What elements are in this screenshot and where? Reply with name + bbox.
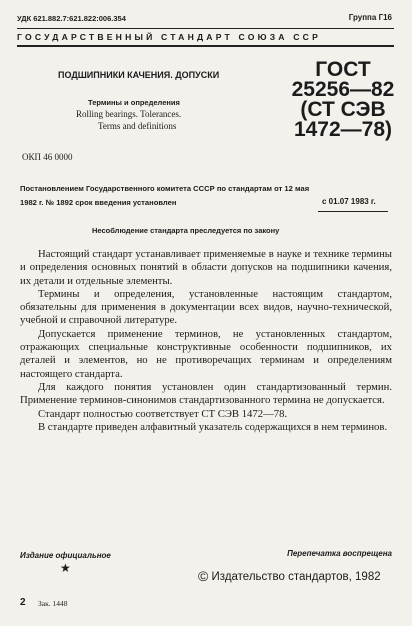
header-rule-bottom bbox=[17, 45, 394, 47]
paragraph: В стандарте приведен алфавитный указатель содержащихся в нем терминов. bbox=[38, 420, 388, 433]
header-rule-top bbox=[17, 28, 394, 29]
paragraph: Стандарт полностью соответствует СТ СЭВ 1472—78. bbox=[38, 407, 288, 420]
standard-subtitle: Термины и определения bbox=[88, 98, 180, 107]
gost-number-block bbox=[288, 60, 398, 140]
star-icon: ★ bbox=[60, 561, 71, 575]
gost-label: ГОСТ bbox=[315, 58, 371, 81]
gost-number: 25256—82 bbox=[291, 78, 395, 101]
english-title-line2: Terms and definitions bbox=[98, 121, 177, 131]
resolution-line2: 1982 г. № 1892 срок введения установлен bbox=[20, 198, 177, 207]
paragraph: Термины и определения, установленные настоящим стандартом, обязательны для применения в документации всех видов, научно-технической, учебной и справочной литературе. bbox=[20, 287, 392, 327]
group-code: Группа Г16 bbox=[348, 13, 392, 22]
standard-title: ПОДШИПНИКИ КАЧЕНИЯ. ДОПУСКИ bbox=[58, 70, 220, 80]
english-title-line1: Rolling bearings. Tolerances. bbox=[76, 109, 182, 119]
paragraph: Для каждого понятия установлен один стандартизованный термин. Применение терминов-синонимов стандартизованного термина не допускается. bbox=[20, 380, 392, 407]
page-number: 2 bbox=[20, 597, 26, 608]
publisher-line bbox=[198, 568, 381, 584]
print-order: Зак. 1448 bbox=[38, 599, 68, 608]
st-sev-number: 1472—78) bbox=[293, 118, 393, 141]
copyright-icon: © bbox=[198, 568, 209, 584]
resolution-line1: Постановлением Государственного комитета СССР по стандартам от 12 мая bbox=[20, 184, 310, 193]
effective-date-underline bbox=[318, 211, 388, 212]
legal-warning: Несоблюдение стандарта преследуется по закону bbox=[92, 226, 280, 235]
state-standard-banner: ГОСУДАРСТВЕННЫЙ СТАНДАРТ СОЮЗА ССР bbox=[17, 32, 322, 42]
udk-code: УДК 621.882.7:621.822:006.354 bbox=[17, 14, 126, 23]
paragraph: Допускается применение терминов, не установленных стандартом, отражающих специальные конструктивные особенности подшипников, их деталей и элементов, но не противоречащих терминам и определениям настоящего стандарта. bbox=[20, 327, 392, 380]
st-sev-label: (СТ СЭВ bbox=[300, 98, 386, 121]
okp-code: ОКП 46 0000 bbox=[22, 152, 73, 162]
official-edition-label: Издание официальное bbox=[20, 551, 111, 560]
reprint-prohibited-label: Перепечатка воспрещена bbox=[287, 549, 392, 558]
effective-date: с 01.07 1983 г. bbox=[322, 197, 376, 206]
paragraph: Настоящий стандарт устанавливает применяемые в науке и технике термины и определения основных понятий в области допусков на подшипники качения, их детали и отдельные элементы. bbox=[20, 248, 392, 287]
publisher-name: Издательство стандартов, 1982 bbox=[211, 571, 381, 583]
standard-body bbox=[20, 248, 392, 434]
